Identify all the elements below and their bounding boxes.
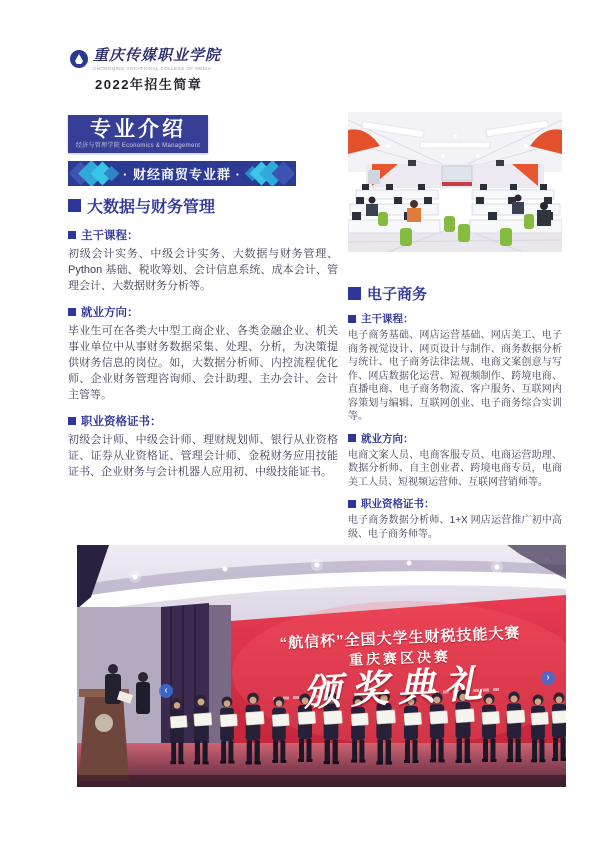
major-group-banner — [68, 161, 296, 186]
courses-label: 主干课程： — [81, 230, 139, 242]
section-bullet-icon — [348, 287, 361, 300]
courses-text: 初级会计实务、中级会计实务、大数据与财务管理、Python 基础、税收筹划、会计信息系统、成本会计、管理会计、大数据财务分析等。 — [68, 248, 338, 292]
courses-text: 电子商务基础、网店运营基础、网店美工、电子商务视觉设计、网页设计与制作、商务数据分析与统计、电子商务法律法规、电商文案创意与写作、网店数据化运营、短视频制作、跨境电商、直播电商、电子商务物流、客户服务、互联网内容策划与编辑、互联网创业、电子商务综合实训等。 — [348, 330, 562, 422]
college-name: 重庆传媒职业学院 — [93, 48, 222, 64]
section-title: 电子商务 — [367, 286, 428, 303]
bullet-icon — [348, 434, 356, 442]
section-bullet-icon — [68, 199, 81, 212]
certs-text: 初级会计师、中级会计师、理财规划师、银行从业资格证、证券从业资格证、管理会计师、金税财务应用技能证书、企业财务与会计机器人应用初、中级技能证书。 — [68, 434, 338, 478]
section-title-row — [348, 283, 562, 304]
diamond-cluster-icon — [70, 161, 122, 186]
bullet-icon — [348, 500, 356, 508]
section-title: 大数据与财务管理 — [87, 199, 216, 216]
courses-label-row — [348, 311, 562, 326]
page-header — [70, 48, 310, 93]
brochure-title: 2022年招生简章 — [95, 76, 203, 92]
intro-banner-title: 专业介绍 — [90, 118, 186, 141]
certs-label-row — [68, 413, 338, 429]
college-name-en: CHONGQING VOCATIONAL COLLEGE OF MEDIA — [93, 65, 212, 71]
certs-label: 职业资格证书： — [81, 416, 162, 428]
certs-text: 电子商务数据分析师、1+X 网店运营推广初中高级、电子商务师等。 — [348, 515, 562, 540]
courses-label-row — [68, 227, 338, 243]
certs-label: 职业资格证书： — [361, 498, 435, 510]
section-ecommerce — [348, 283, 562, 548]
diamond-cluster-icon — [242, 161, 294, 186]
section-title-row — [68, 194, 338, 217]
jobs-label-row — [348, 431, 562, 446]
section-big-data-finance — [68, 194, 338, 490]
award-banner-line1: “航信杯”全国大学生财税技能大赛 — [279, 624, 521, 653]
jobs-text: 毕业生可在各类大中型工商企业、各类金融企业、机关事业单位中从事财务数据采集、处理、分析，为决策提供财务信息的岗位。如，大数据分析师、内控流程优化师、企业财务管理咨询师、会计助理、主办会计、会计主管等。 — [68, 325, 338, 401]
bullet-icon — [68, 308, 76, 316]
award-ceremony-photo — [77, 545, 566, 787]
courses-label: 主干课程： — [361, 313, 414, 325]
photo-next-arrow-icon[interactable]: › — [541, 671, 555, 685]
intro-banner-subtitle: 经济与管理学院 Economics & Management — [75, 143, 201, 149]
jobs-label: 就业方向： — [361, 432, 414, 445]
award-banner-line3: 颁奖典礼 — [302, 663, 493, 715]
bullet-icon — [348, 315, 356, 323]
award-banner-line2: 重庆赛区决赛 — [348, 648, 452, 668]
jobs-label-row — [68, 304, 338, 320]
photo-prev-arrow-icon[interactable]: ‹ — [159, 684, 173, 698]
certs-label-row — [348, 496, 562, 511]
college-logo-icon — [70, 50, 88, 68]
jobs-text: 电商文案人员、电商客服专员、电商运营助理、数据分析师、自主创业者、跨境电商专员，电商美工人员、短视频运营师、互联网营销师等。 — [348, 449, 562, 488]
computer-lab-photo — [348, 112, 562, 252]
intro-banner — [68, 115, 208, 153]
major-group-label: · 财经商贸专业群 · — [123, 167, 241, 182]
bullet-icon — [68, 231, 76, 239]
jobs-label: 就业方向： — [81, 307, 139, 319]
bullet-icon — [68, 417, 76, 425]
